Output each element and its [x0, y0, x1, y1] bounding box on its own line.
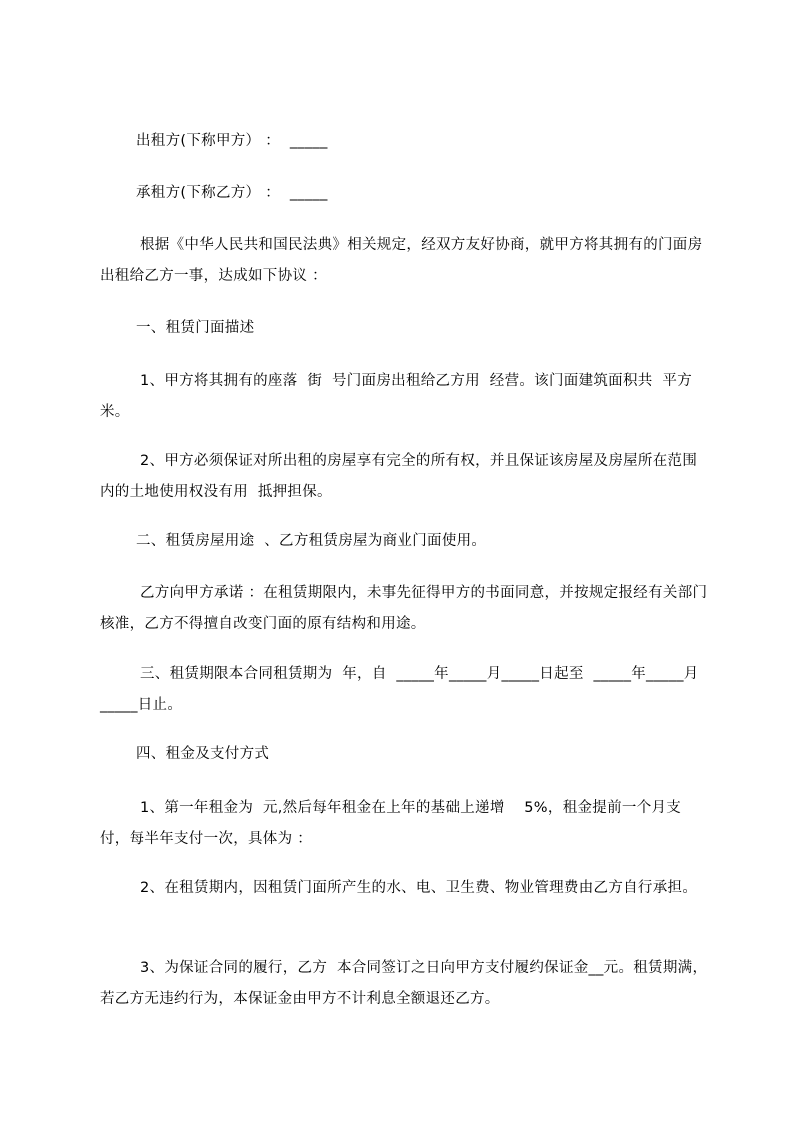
- section-2-body: 乙方向甲方承诺 ：在租赁期限内，未事先征得甲方的书面同意，并按规定报经有关部门核准，乙方不得擅自改变门面的原有结构和用途。: [100, 585, 708, 632]
- section-4-item-3: 3、为保证合同的履行，乙方 本合同签订之日向甲方支付履约保证金__元。租赁期满，若乙方无违约行为，本保证金由甲方不计利息全额退还乙方。: [100, 960, 708, 1007]
- section-3-term: 三、租赁期限本合同租赁期为 年，自 _____年_____月_____日起至 _____年_____月_____日止。: [100, 666, 699, 713]
- lessee-line: 承租方(下称乙方） ： _____: [136, 185, 328, 201]
- section-1-item-1: 1、甲方将其拥有的座落 街 号门面房出租给乙方用 经营。该门面建筑面积共 平方米。: [100, 373, 692, 420]
- section-1-title: 一、租赁门面描述: [136, 320, 255, 336]
- section-4-item-1: 1、第一年租金为 元,然后每年租金在上年的基础上递增 5%，租金提前一个月支付，每半年支付一次，具体为 ：: [100, 800, 682, 847]
- preamble-paragraph: 根据《中华人民共和国民法典》相关规定，经双方友好协商，就甲方将其拥有的门面房出租给乙方一事，达成如下协议 ：: [100, 237, 703, 284]
- section-2-title: 二、租赁房屋用途 、乙方租赁房屋为商业门面使用。: [136, 533, 487, 549]
- lessor-line: 出租方(下称甲方） ： _____: [136, 133, 328, 149]
- section-1-item-2: 2、甲方必须保证对所出租的房屋享有完全的所有权，并且保证该房屋及房屋所在范围内的土地使用权没有用 抵押担保。: [100, 453, 698, 500]
- section-4-title: 四、租金及支付方式: [136, 746, 270, 762]
- section-4-item-2: 2、在租赁期内，因租赁门面所产生的水、电、卫生费、物业管理费由乙方自行承担。: [140, 880, 698, 896]
